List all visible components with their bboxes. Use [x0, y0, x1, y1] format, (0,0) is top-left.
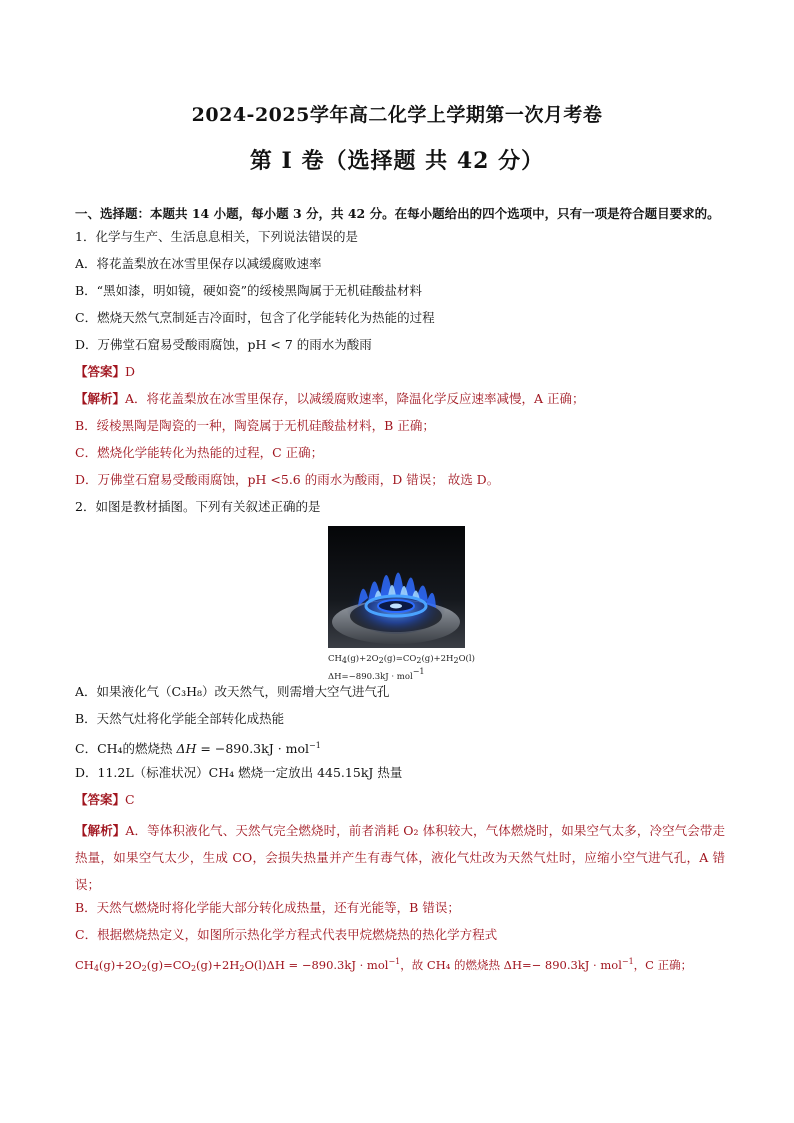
q2-answer — [75, 790, 725, 817]
q2-answer-label: 【答案】 — [75, 792, 126, 807]
q2-analysis-a-text: A．等体积液化气、天然气完全燃烧时，前者消耗 O₂ 体积较大，气体燃烧时，如果空气太多，冷空气会带走热量，如果空气太少，生成 CO，会损失热量并产生有毒气体，液化气灶改为天然气灶时，应缩小空气进气孔，A 错误； — [75, 823, 725, 892]
q2-analysis-c: C．根据燃烧热定义，如图所示热化学方程式代表甲烷燃烧热的热化学方程式 — [75, 927, 498, 942]
q2-analysis-label: 【解析】 — [75, 823, 126, 838]
section-instructions: 一、选择题：本题共 14 小题，每小题 3 分，共 42 分。在每小题给出的四个选项中，只有一项是符合题目要求的。 — [75, 206, 720, 221]
q1-analysis-b: B．绥棱黑陶是陶瓷的一种，陶瓷属于无机硅酸盐材料，B 正确； — [75, 418, 435, 433]
q1-analysis-a — [75, 389, 725, 416]
q1-option-b: B．“黑如漆，明如镜，硬如瓷”的绥棱黑陶属于无机硅酸盐材料 — [75, 283, 422, 298]
q2-analysis-b: B．天然气燃烧时将化学能大部分转化成热量，还有光能等，B 错误； — [75, 900, 460, 915]
figure-caption-enthalpy: ΔH=−890.3kJ · mol−1 — [328, 667, 425, 682]
q2-option-c: C．CH₄的燃烧热 ΔH = −890.3kJ · mol$^{-1}$ — [75, 741, 321, 756]
q2-option-d: D．11.2L（标准状况）CH₄ 燃烧一定放出 445.15kJ 热量 — [75, 765, 403, 780]
q1-analysis-d: D．万佛堂石窟易受酸雨腐蚀，pH <5.6 的雨水为酸雨，D 错误； 故选 D。 — [75, 472, 500, 487]
q2-analysis-c-equation: $CH_4(g)+2O_2(g)=CO_2(g)+2H_2O(l)\Delta H = -890.3kJ \cdot mol^{-1}$，故 CH₄ 的燃烧热 ΔH=− 890.3kJ · mol$^{-1}$，C 正确； — [75, 957, 693, 973]
q1-option-a: A．将花盖梨放在冰雪里保存以减缓腐败速率 — [75, 256, 322, 271]
gas-flame-illustration — [328, 526, 465, 648]
q1-option-d: D．万佛堂石窟易受酸雨腐蚀，pH < 7 的雨水为酸雨 — [75, 337, 372, 352]
q2-option-a: A．如果液化气（C₃H₈）改天然气，则需增大空气进气孔 — [75, 684, 390, 699]
exam-title: 2024-2025学年高二化学上学期第一次月考卷 — [191, 104, 603, 126]
q1-stem: 1．化学与生产、生活息息相关，下列说法错误的是 — [75, 229, 358, 244]
section-title: 第 I 卷（选择题 共 42 分） — [249, 148, 545, 174]
q2-answer-value: C — [125, 792, 135, 807]
q1-answer — [75, 362, 725, 389]
q1-option-c: C．燃烧天然气烹制延吉冷面时，包含了化学能转化为热能的过程 — [75, 310, 435, 325]
figure-caption — [328, 654, 475, 683]
q1-analysis-label: 【解析】 — [75, 391, 126, 406]
q1-answer-label: 【答案】 — [75, 364, 126, 379]
q1-answer-value: D — [125, 364, 136, 379]
gas-flame-image — [328, 526, 465, 648]
q2-stem: 2．如图是教材插图。下列有关叙述正确的是 — [75, 499, 321, 514]
gas-stove-figure — [75, 526, 725, 682]
q1-analysis-c: C．燃烧化学能转化为热能的过程，C 正确； — [75, 445, 324, 460]
exam-content — [75, 200, 725, 979]
q1-analysis-a-text: A．将花盖梨放在冰雪里保存，以减缓腐败速率，降温化学反应速率减慢，A 正确； — [125, 391, 585, 406]
q2-option-b: B．天然气灶将化学能全部转化成热能 — [75, 711, 285, 726]
q2-analysis-a — [75, 817, 725, 898]
figure-caption-equation: CH4(g)+2O2(g)=CO2(g)+2H2O(l) — [328, 654, 475, 665]
